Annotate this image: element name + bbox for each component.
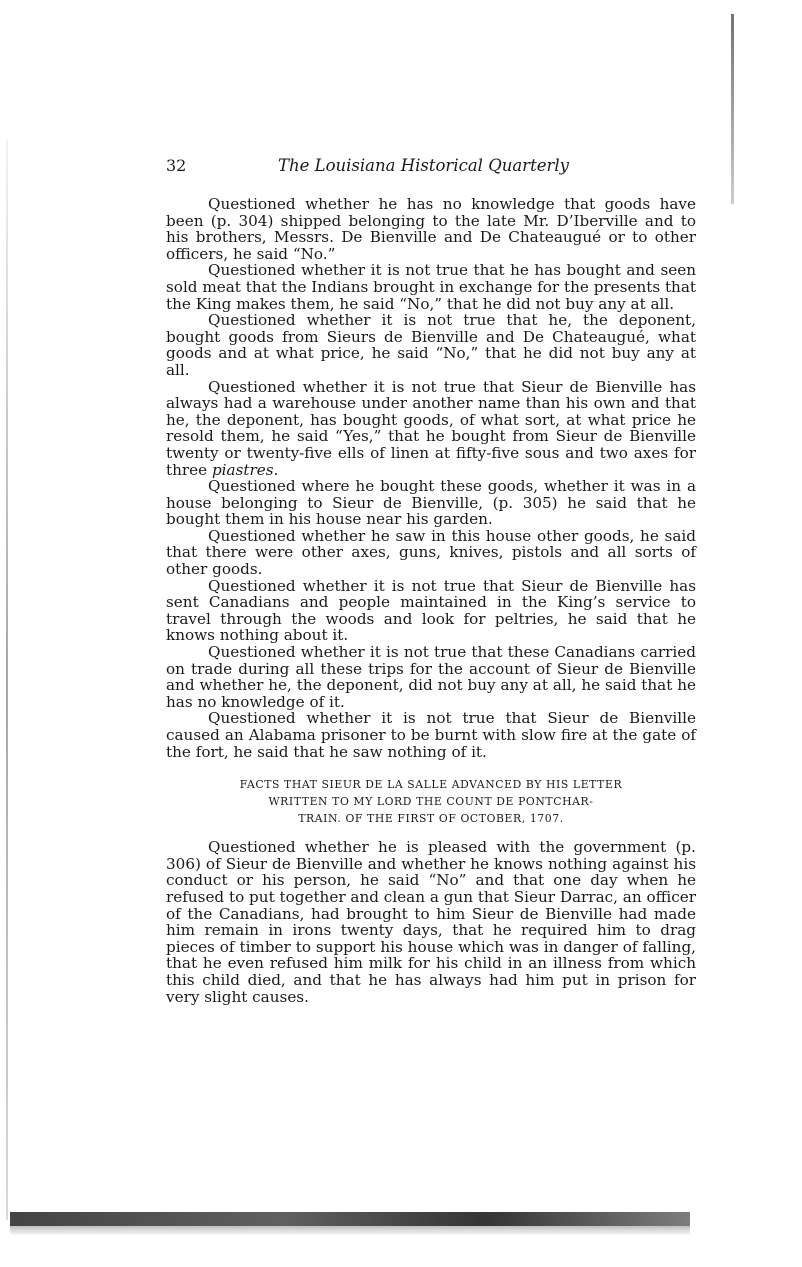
section-heading-line-1: FACTS THAT SIEUR DE LA SALLE ADVANCED BY HIS LETTER <box>239 778 623 792</box>
scan-right-edge <box>731 14 734 204</box>
paragraph-warehouse <box>166 379 696 479</box>
paragraph-canadians-sent: Questioned whether it is not true that Sieur de Bienville has sent Canadians and people maintained in the King’s service to travel through the woods and look for peltries, he said that he knows nothing about it. <box>166 576 696 645</box>
scan-left-edge <box>6 140 8 1220</box>
paragraph-goods-shipped: Questioned whether he has no knowledge that goods have been (p. 304) shipped belonging to the late Mr. D’Iberville and to his brothers, Messrs. De Bienville and De Chateaugué or to other officers, he said “No.” <box>166 195 696 263</box>
scan-bottom-band <box>10 1212 690 1226</box>
page-header <box>166 156 696 178</box>
paragraph-warehouse-italic: piastres <box>211 460 274 479</box>
section-heading-line-3: TRAIN. OF THE FIRST OF OCTOBER, 1707. <box>298 812 564 826</box>
scan-bottom-shadow <box>10 1226 690 1236</box>
paragraph-warehouse-text: Questioned whether it is not true that Sieur de Bienville has always had a warehouse under another name than his own and that he, the deponent, has bought goods, of what sort, at what price he resold them, he said “Yes,” that he bought from Sieur de Bienville twenty or twenty-five ells of linen at fifty-five sous and two axes for three <box>166 377 696 479</box>
page-number: 32 <box>166 156 187 175</box>
page-body <box>166 196 696 1005</box>
paragraph-other-goods: Questioned whether he saw in this house other goods, he said that there were other axes, guns, knives, pistols and all sorts of other goods. <box>166 526 696 579</box>
running-title: The Louisiana Historical Quarterly <box>278 156 569 175</box>
paragraph-meat-sold: Questioned whether it is not true that he has bought and seen sold meat that the Indians brought in exchange for the presents that the King makes them, he said “No,” that he did not buy any at all. <box>166 261 696 313</box>
paragraph-government: Questioned whether he is pleased with the government (p. 306) of Sieur de Bienville and whether he knows nothing against his conduct or his person, he said “No” and that one day when he refused to put together and clean a gun that Sieur Darrac, an officer of the Canadians, had brought to him Sieur de Bienville had made him remain in irons twenty days, that he required him to drag pieces of timber to support his house which was in danger of falling, that he even refused him milk for his child in an illness from which this child died, and that he has always had him put in prison for very slight causes. <box>166 838 696 1006</box>
paragraph-goods-bought: Questioned whether it is not true that he, the deponent, bought goods from Sieurs de Bienville and De Chateaugué, what goods and at what price, he said “No,” that he did not buy any at all. <box>166 311 696 379</box>
paragraph-alabama-prisoner: Questioned whether it is not true that Sieur de Bienville caused an Alabama prisoner to be burnt with slow fire at the gate of the fort, he said that he saw nothing of it. <box>166 709 696 761</box>
paragraph-canadians-trade: Questioned whether it is not true that these Canadians carried on trade during all these trips for the account of Sieur de Bienville and whether he, the deponent, did not buy any at all, he said that he has no knowledge of it. <box>166 643 696 711</box>
section-heading-line-2: WRITTEN TO MY LORD THE COUNT DE PONTCHAR- <box>268 795 594 809</box>
paragraph-where-bought: Questioned where he bought these goods, whether it was in a house belonging to Sieur de Bienville, (p. 305) he said that he bought them in his house near his garden. <box>166 477 696 529</box>
section-heading <box>166 776 696 827</box>
paragraph-warehouse-end: . <box>273 460 279 479</box>
